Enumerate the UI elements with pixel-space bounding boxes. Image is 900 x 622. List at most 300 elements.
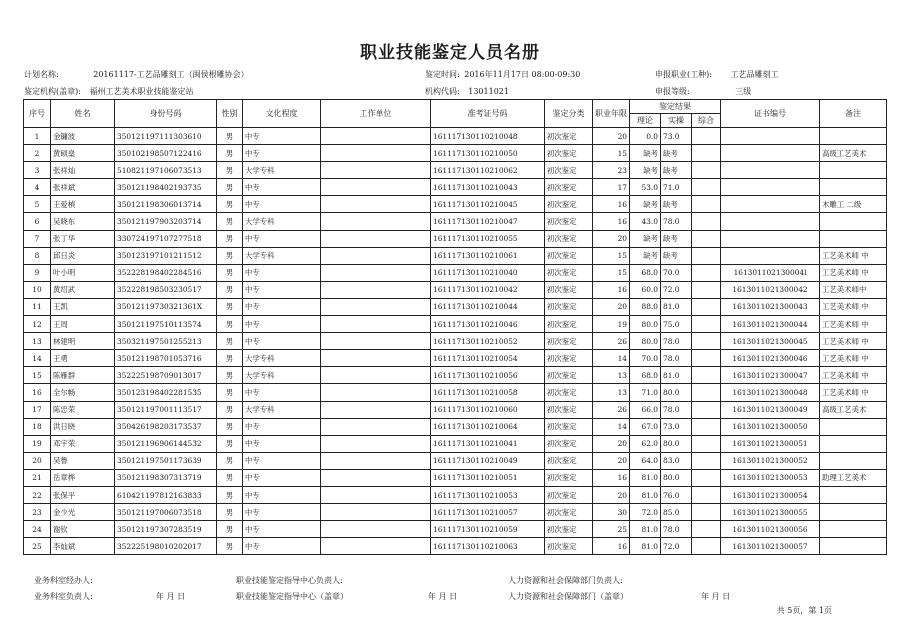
code-label: 机构代码: [425, 87, 460, 96]
cell-cert: 1613011021300055 [721, 504, 820, 521]
cell-cert: 1613011021300056 [721, 521, 820, 538]
cell-overall [692, 384, 721, 401]
cell-gender: 男 [217, 521, 243, 538]
job-label: 申报职业(工种): [655, 70, 712, 79]
cell-education: 大学专科 [243, 350, 321, 367]
cell-seq: 7 [24, 230, 51, 247]
cell-seq: 10 [24, 281, 51, 298]
cell-category: 初次鉴定 [545, 521, 593, 538]
cell-gender: 男 [217, 350, 243, 367]
cell-seq: 3 [24, 162, 51, 179]
cell-seq: 8 [24, 247, 51, 264]
cell-cert: 1613011021300045 [721, 333, 820, 350]
cell-cert: 1613011021300043 [721, 298, 820, 315]
cell-cert [721, 230, 820, 247]
col-name: 姓名 [51, 100, 115, 128]
cell-theory: 缺考 [630, 196, 661, 213]
cell-name: 陈忠荣 [51, 401, 115, 418]
cell-education: 大学专科 [243, 401, 321, 418]
cell-education: 中专 [243, 298, 321, 315]
cell-gender: 男 [217, 230, 243, 247]
cell-overall [692, 486, 721, 503]
cell-practice: 75.0 [661, 316, 692, 333]
col-category: 鉴定分类 [545, 100, 593, 128]
cell-gender: 男 [217, 247, 243, 264]
cell-id: 352225198010202017 [115, 538, 217, 555]
footer-date-3: 年 月 日 [701, 592, 731, 601]
cell-cert [721, 196, 820, 213]
cell-employer [321, 452, 431, 469]
cell-ticket: 161117130110210049 [431, 452, 545, 469]
level-label: 申报等级: [655, 87, 690, 96]
cell-employer [321, 316, 431, 333]
cell-name: 全尔畅 [51, 384, 115, 401]
table-row [24, 452, 887, 469]
cell-practice: 78.0 [661, 350, 692, 367]
cell-gender: 男 [217, 145, 243, 162]
col-seq: 序号 [24, 100, 51, 128]
col-gender: 性别 [217, 100, 243, 128]
cell-employer [321, 538, 431, 555]
cell-employer [321, 401, 431, 418]
cell-category: 初次鉴定 [545, 538, 593, 555]
cell-employer [321, 333, 431, 350]
cell-remark: 工艺美术师 中 [820, 264, 887, 281]
cell-id: 350121197006073518 [115, 504, 217, 521]
cell-cert: 1613011021300052 [721, 452, 820, 469]
cell-employer [321, 367, 431, 384]
cell-ticket: 161117130110210061 [431, 247, 545, 264]
cell-practice: 78.0 [661, 213, 692, 230]
cell-education: 中专 [243, 179, 321, 196]
cell-gender: 男 [217, 298, 243, 315]
plan-value: 20161117-工艺品雕刻工（闽侯根雕协会） [93, 70, 249, 79]
footer-date-2: 年 月 日 [428, 592, 458, 601]
cell-gender: 男 [217, 538, 243, 555]
cell-years: 15 [593, 247, 630, 264]
cell-id: 350121197307283519 [115, 521, 217, 538]
cell-overall [692, 230, 721, 247]
cell-remark [820, 162, 887, 179]
table-row [24, 333, 887, 350]
cell-category: 初次鉴定 [545, 128, 593, 145]
cell-remark: 木雕工 二级 [820, 196, 887, 213]
cell-cert [721, 162, 820, 179]
cell-name: 邓宇荣 [51, 435, 115, 452]
cell-cert: 1613011021300054 [721, 486, 820, 503]
cell-practice: 70.0 [661, 264, 692, 281]
cell-seq: 16 [24, 384, 51, 401]
cell-seq: 13 [24, 333, 51, 350]
cell-years: 20 [593, 230, 630, 247]
cell-ticket: 161117130110210043 [431, 179, 545, 196]
cell-overall [692, 247, 721, 264]
cell-seq: 21 [24, 469, 51, 486]
cell-practice: 76.0 [661, 486, 692, 503]
cell-name: 吴晓东 [51, 213, 115, 230]
cell-years: 26 [593, 401, 630, 418]
cell-overall [692, 298, 721, 315]
cell-ticket: 161117130110210063 [431, 538, 545, 555]
cell-remark [820, 213, 887, 230]
cell-employer [321, 350, 431, 367]
cell-years: 13 [593, 384, 630, 401]
cell-education: 中专 [243, 384, 321, 401]
cell-id: 352228198402284516 [115, 264, 217, 281]
cell-overall [692, 521, 721, 538]
cell-years: 20 [593, 298, 630, 315]
cell-years: 14 [593, 350, 630, 367]
cell-id: 350321197501255213 [115, 333, 217, 350]
cell-seq: 20 [24, 452, 51, 469]
cell-name: 王勇 [51, 350, 115, 367]
cell-overall [692, 435, 721, 452]
col-result: 鉴定结果 [630, 100, 721, 114]
table-row [24, 367, 887, 384]
cell-overall [692, 316, 721, 333]
cell-category: 初次鉴定 [545, 401, 593, 418]
level-value: 三级 [735, 87, 752, 96]
footer-bureau-head: 人力资源和社会保障部门负责人: [508, 576, 623, 585]
cell-gender: 男 [217, 213, 243, 230]
org-label: 鉴定机构(盖章): [24, 87, 81, 96]
cell-name: 黄硕燊 [51, 145, 115, 162]
cell-seq: 11 [24, 298, 51, 315]
cell-id: 330724197107277518 [115, 230, 217, 247]
cell-practice: 73.0 [661, 128, 692, 145]
cell-cert: 161301102130004l [721, 264, 820, 281]
cell-employer [321, 145, 431, 162]
cell-theory: 70.0 [630, 350, 661, 367]
cell-employer [321, 162, 431, 179]
cell-theory: 缺考 [630, 247, 661, 264]
table-row [24, 145, 887, 162]
footer-chief: 业务科室负责人: [34, 592, 93, 601]
code-row [425, 86, 509, 97]
cell-theory: 53.0 [630, 179, 661, 196]
cell-remark: 工艺美术师中 [820, 281, 887, 298]
cell-cert: 1613011021300050 [721, 418, 820, 435]
cell-remark: 工艺美术师 中 [820, 333, 887, 350]
cell-remark [820, 521, 887, 538]
cell-category: 初次鉴定 [545, 435, 593, 452]
cell-category: 初次鉴定 [545, 452, 593, 469]
cell-education: 大学专科 [243, 213, 321, 230]
cell-id: 350121198306013714 [115, 196, 217, 213]
cell-years: 15 [593, 145, 630, 162]
cell-years: 16 [593, 538, 630, 555]
footer-bureau-seal: 人力资源和社会保障部门（盖章） [508, 592, 628, 601]
cell-name: 岳章桦 [51, 469, 115, 486]
cell-education: 大学专科 [243, 162, 321, 179]
cell-id: 350426198203173537 [115, 418, 217, 435]
cell-ticket: 161117130110210057 [431, 504, 545, 521]
roster-body [24, 128, 887, 555]
cell-category: 初次鉴定 [545, 247, 593, 264]
cell-overall [692, 452, 721, 469]
org-value: 福州工艺美术职业技能鉴定站 [89, 87, 194, 96]
cell-category: 初次鉴定 [545, 298, 593, 315]
cell-id: 350123197101211512 [115, 247, 217, 264]
cell-id: 350121197510113574 [115, 316, 217, 333]
cell-name: 吴鲁 [51, 452, 115, 469]
table-row [24, 162, 887, 179]
cell-seq: 18 [24, 418, 51, 435]
cell-theory: 71.0 [630, 384, 661, 401]
cell-id: 350121197111303610 [115, 128, 217, 145]
cell-seq: 6 [24, 213, 51, 230]
table-row [24, 521, 887, 538]
cell-gender: 男 [217, 196, 243, 213]
cell-theory: 0.0 [630, 128, 661, 145]
table-row [24, 401, 887, 418]
cell-gender: 男 [217, 162, 243, 179]
cell-theory: 81.0 [630, 538, 661, 555]
cell-category: 初次鉴定 [545, 418, 593, 435]
cell-seq: 12 [24, 316, 51, 333]
cell-seq: 14 [24, 350, 51, 367]
cell-gender: 男 [217, 504, 243, 521]
table-row [24, 384, 887, 401]
cell-category: 初次鉴定 [545, 333, 593, 350]
cell-years: 20 [593, 435, 630, 452]
cell-ticket: 161117130110210052 [431, 333, 545, 350]
cell-years: 16 [593, 196, 630, 213]
cell-practice: 81.0 [661, 367, 692, 384]
cell-cert: 1613011021300049 [721, 401, 820, 418]
cell-years: 14 [593, 418, 630, 435]
cell-gender: 男 [217, 316, 243, 333]
table-row [24, 247, 887, 264]
col-id: 身份号码 [115, 100, 217, 128]
cell-seq: 4 [24, 179, 51, 196]
cell-id: 350123198402281535 [115, 384, 217, 401]
cell-practice: 缺考 [661, 230, 692, 247]
cell-category: 初次鉴定 [545, 196, 593, 213]
cell-employer [321, 247, 431, 264]
cell-theory: 缺考 [630, 145, 661, 162]
cell-seq: 19 [24, 435, 51, 452]
cell-remark: 工艺美术师 中 [820, 384, 887, 401]
cell-gender: 男 [217, 367, 243, 384]
footer-date-1: 年 月 日 [156, 592, 186, 601]
cell-remark [820, 418, 887, 435]
cell-seq: 24 [24, 521, 51, 538]
cell-ticket: 161117130110210040 [431, 264, 545, 281]
cell-ticket: 161117130110210062 [431, 162, 545, 179]
roster-table [23, 99, 887, 555]
table-row [24, 486, 887, 503]
cell-ticket: 161117130110210047 [431, 213, 545, 230]
cell-overall [692, 213, 721, 230]
cell-remark: 工艺美术师 中 [820, 350, 887, 367]
cell-category: 初次鉴定 [545, 281, 593, 298]
plan-row [24, 69, 249, 80]
cell-id: 350121197501173639 [115, 452, 217, 469]
cell-category: 初次鉴定 [545, 230, 593, 247]
cell-practice: 80.0 [661, 435, 692, 452]
cell-name: 林建明 [51, 333, 115, 350]
cell-gender: 男 [217, 384, 243, 401]
footer-center-seal: 职业技能鉴定指导中心（盖章） [236, 592, 348, 601]
cell-practice: 73.0 [661, 418, 692, 435]
cell-ticket: 161117130110210060 [431, 401, 545, 418]
cell-theory: 60.0 [630, 281, 661, 298]
cell-theory: 81.0 [630, 521, 661, 538]
cell-employer [321, 179, 431, 196]
cell-years: 19 [593, 316, 630, 333]
cell-name: 黄绍武 [51, 281, 115, 298]
cell-id: 610421197812163833 [115, 486, 217, 503]
cell-category: 初次鉴定 [545, 486, 593, 503]
cell-education: 中专 [243, 486, 321, 503]
cell-education: 中专 [243, 504, 321, 521]
cell-gender: 男 [217, 264, 243, 281]
cell-education: 中专 [243, 538, 321, 555]
cell-id: 350121196906144532 [115, 435, 217, 452]
cell-theory: 81.0 [630, 469, 661, 486]
cell-gender: 男 [217, 281, 243, 298]
table-row [24, 281, 887, 298]
cell-theory: 67.0 [630, 418, 661, 435]
cell-practice: 缺考 [661, 145, 692, 162]
cell-gender: 男 [217, 452, 243, 469]
cell-remark [820, 486, 887, 503]
cell-education: 中专 [243, 469, 321, 486]
page-number: 共 5页，第 1页 [776, 606, 832, 615]
cell-employer [321, 196, 431, 213]
cell-cert [721, 179, 820, 196]
cell-employer [321, 230, 431, 247]
cell-name: 王爱楨 [51, 196, 115, 213]
cell-employer [321, 298, 431, 315]
cell-education: 中专 [243, 316, 321, 333]
cell-ticket: 161117130110210045 [431, 196, 545, 213]
cell-remark [820, 128, 887, 145]
cell-name: 张祥斌 [51, 179, 115, 196]
cell-overall [692, 469, 721, 486]
cell-name: 王周 [51, 316, 115, 333]
cell-name: 谢钦 [51, 521, 115, 538]
cell-ticket: 161117130110210054 [431, 350, 545, 367]
cell-category: 初次鉴定 [545, 504, 593, 521]
cell-id: 350121197001113517 [115, 401, 217, 418]
cell-remark: 高级工艺美术 [820, 401, 887, 418]
cell-overall [692, 128, 721, 145]
cell-ticket: 161117130110210064 [431, 418, 545, 435]
cell-practice: 81.0 [661, 298, 692, 315]
cell-education: 大学专科 [243, 367, 321, 384]
cell-remark: 助理工艺美术 [820, 469, 887, 486]
table-row [24, 350, 887, 367]
cell-employer [321, 504, 431, 521]
cell-overall [692, 401, 721, 418]
cell-years: 16 [593, 213, 630, 230]
cell-education: 中专 [243, 128, 321, 145]
cell-practice: 缺考 [661, 162, 692, 179]
table-row [24, 418, 887, 435]
cell-years: 20 [593, 128, 630, 145]
cell-id: 350121197903203714 [115, 213, 217, 230]
cell-gender: 男 [217, 401, 243, 418]
cell-education: 中专 [243, 230, 321, 247]
cell-years: 20 [593, 452, 630, 469]
cell-education: 中专 [243, 145, 321, 162]
cell-seq: 2 [24, 145, 51, 162]
cell-seq: 9 [24, 264, 51, 281]
cell-theory: 68.0 [630, 367, 661, 384]
cell-id: 350121198307313719 [115, 469, 217, 486]
cell-years: 30 [593, 504, 630, 521]
time-value: 2016年11月17日 08:00-09:30 [464, 70, 581, 79]
cell-overall [692, 179, 721, 196]
col-education: 文化程度 [243, 100, 321, 128]
cell-theory: 62.0 [630, 435, 661, 452]
cell-employer [321, 281, 431, 298]
col-remark: 备注 [820, 100, 887, 128]
col-ticket: 准考证号码 [431, 100, 545, 128]
table-row [24, 264, 887, 281]
cell-years: 16 [593, 469, 630, 486]
cell-employer [321, 486, 431, 503]
cell-gender: 男 [217, 418, 243, 435]
cell-name: 王凯 [51, 298, 115, 315]
cell-category: 初次鉴定 [545, 316, 593, 333]
cell-overall [692, 504, 721, 521]
cell-ticket: 161117130110210056 [431, 367, 545, 384]
cell-remark: 工艺美术师 中 [820, 247, 887, 264]
table-row [24, 298, 887, 315]
cell-seq: 15 [24, 367, 51, 384]
footer-center-head: 职业技能鉴定指导中心负责人: [236, 576, 343, 585]
cell-ticket: 161117130110210050 [431, 145, 545, 162]
cell-cert: 1613011021300044 [721, 316, 820, 333]
col-theory: 理论 [630, 114, 661, 128]
cell-cert [721, 145, 820, 162]
table-row [24, 469, 887, 486]
cell-theory: 64.0 [630, 452, 661, 469]
cell-cert: 1613011021300057 [721, 538, 820, 555]
cell-ticket: 161117130110210048 [431, 128, 545, 145]
cell-theory: 81.0 [630, 486, 661, 503]
cell-cert [721, 247, 820, 264]
cell-seq: 1 [24, 128, 51, 145]
cell-cert: 1613011021300042 [721, 281, 820, 298]
cell-practice: 72.0 [661, 538, 692, 555]
cell-employer [321, 521, 431, 538]
cell-practice: 缺考 [661, 196, 692, 213]
cell-education: 中专 [243, 281, 321, 298]
cell-employer [321, 264, 431, 281]
cell-education: 中专 [243, 196, 321, 213]
cell-education: 大学专科 [243, 247, 321, 264]
cell-education: 中专 [243, 418, 321, 435]
cell-category: 初次鉴定 [545, 145, 593, 162]
cell-cert: 1613011021300053 [721, 469, 820, 486]
cell-category: 初次鉴定 [545, 213, 593, 230]
cell-gender: 男 [217, 486, 243, 503]
cell-remark: 工艺美术师 中 [820, 316, 887, 333]
cell-employer [321, 435, 431, 452]
job-value: 工艺品雕刻工 [730, 70, 779, 79]
code-value: 13011021 [468, 87, 509, 96]
table-row [24, 230, 887, 247]
cell-category: 初次鉴定 [545, 179, 593, 196]
cell-remark [820, 452, 887, 469]
cell-category: 初次鉴定 [545, 384, 593, 401]
cell-employer [321, 469, 431, 486]
col-years: 职业年限 [593, 100, 630, 128]
